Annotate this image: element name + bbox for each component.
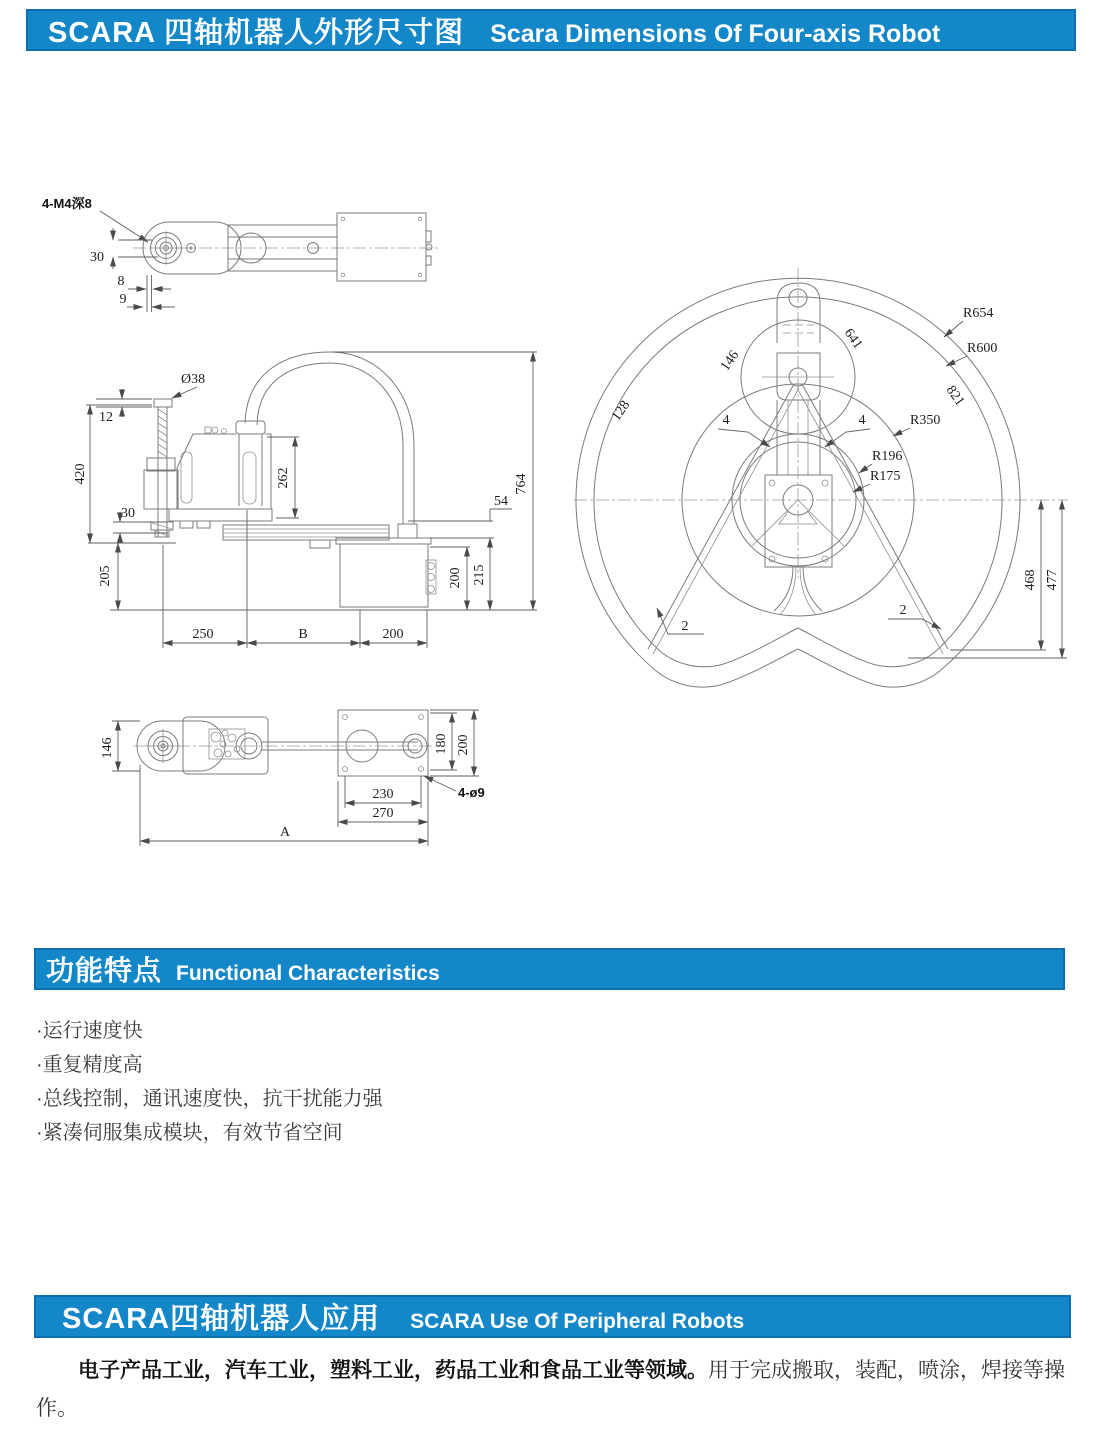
- thread-callout-label: 4-M4深8: [42, 196, 92, 211]
- arc-label-146: 146: [717, 348, 743, 374]
- application-operations: 用于完成搬取，装配，喷涂，焊接等操作。: [36, 1359, 1065, 1420]
- dim-label-tv146: 146: [100, 737, 115, 759]
- application-industries: 电子产品工业，汽车工业，塑料工业，药品工业和食品工业等领域。: [78, 1359, 708, 1382]
- dim-label-fv764: 764: [514, 473, 529, 495]
- dim-label-sv8: 8: [117, 274, 125, 289]
- dim-label-dia38: Ø38: [181, 372, 206, 387]
- feature-list: [36, 1014, 383, 1150]
- radius-label-r175: R175: [870, 469, 901, 484]
- dim-label-fv215: 215: [472, 564, 487, 586]
- dim-label-477: 477: [1045, 569, 1060, 591]
- dim-label-fv54: 54: [494, 494, 508, 509]
- dim-label-sv9: 9: [119, 292, 127, 307]
- dim-label-fv420: 420: [73, 463, 88, 485]
- feature-item-precision: ·重复精度高: [36, 1054, 143, 1076]
- header-dimensions-zh: SCARA 四轴机器人外形尺寸图: [48, 16, 465, 49]
- dim-label-fv262: 262: [276, 467, 291, 489]
- radius-label-r600: R600: [967, 341, 998, 356]
- header-features-zh: 功能特点: [46, 955, 163, 986]
- header-dimensions-en: Scara Dimensions Of Four-axis Robot: [490, 19, 941, 48]
- arc-label-128: 128: [608, 398, 634, 424]
- header-dimensions-inner: [48, 10, 940, 51]
- ref-label-4-left: 4: [722, 413, 730, 428]
- ref-label-4-right: 4: [858, 413, 866, 428]
- header-dimensions: [26, 9, 1076, 51]
- radius-label-r350: R350: [910, 413, 941, 428]
- header-features-en: Functional Characteristics: [176, 962, 440, 985]
- feature-item-speed: ·运行速度快: [36, 1020, 143, 1042]
- dim-label-fv205: 205: [98, 565, 113, 587]
- dim-label-fvB: B: [298, 627, 308, 642]
- header-features: [34, 948, 1065, 990]
- header-application-en: SCARA Use Of Peripheral Robots: [410, 1310, 745, 1333]
- dim-label-tv230: 230: [372, 787, 394, 802]
- dim-label-tv180: 180: [434, 733, 449, 755]
- header-application: [34, 1295, 1071, 1338]
- dim-label-fv30: 30: [121, 506, 135, 521]
- dim-label-468: 468: [1023, 569, 1038, 591]
- ref-label-2-left: 2: [681, 619, 689, 634]
- header-application-zh: SCARA四轴机器人应用: [62, 1303, 381, 1335]
- radius-label-r196: R196: [872, 449, 903, 464]
- dim-label-fv200r: 200: [448, 567, 463, 589]
- feature-item-servo-module: ·紧凑伺服集成模块，有效节省空间: [36, 1122, 343, 1144]
- holes-callout-label: 4-ø9: [458, 785, 485, 800]
- dim-label-tvA: A: [279, 825, 291, 840]
- dim-label-fv250: 250: [192, 627, 214, 642]
- feature-item-bus-control: ·总线控制，通讯速度快，抗干扰能力强: [36, 1088, 383, 1110]
- dimension-drawings: [0, 55, 1100, 945]
- dim-label-sv30: 30: [90, 250, 104, 265]
- front-view-drawing: [73, 352, 537, 648]
- radius-label-r654: R654: [963, 306, 994, 321]
- ref-label-2-right: 2: [899, 603, 907, 618]
- arc-label-821: 821: [942, 383, 968, 409]
- application-paragraph: [36, 1352, 1066, 1428]
- dim-label-tv200: 200: [456, 734, 471, 756]
- arc-label-641: 641: [840, 326, 866, 352]
- top-view-drawing: [100, 710, 485, 846]
- dim-label-tv270: 270: [372, 806, 394, 821]
- dim-label-fv200b: 200: [382, 627, 404, 642]
- side-view-drawing: [42, 196, 440, 312]
- header-features-inner: [46, 949, 440, 989]
- dim-label-fv12: 12: [99, 410, 113, 425]
- work-envelope-drawing: [574, 268, 1068, 687]
- header-application-inner: [62, 1296, 744, 1337]
